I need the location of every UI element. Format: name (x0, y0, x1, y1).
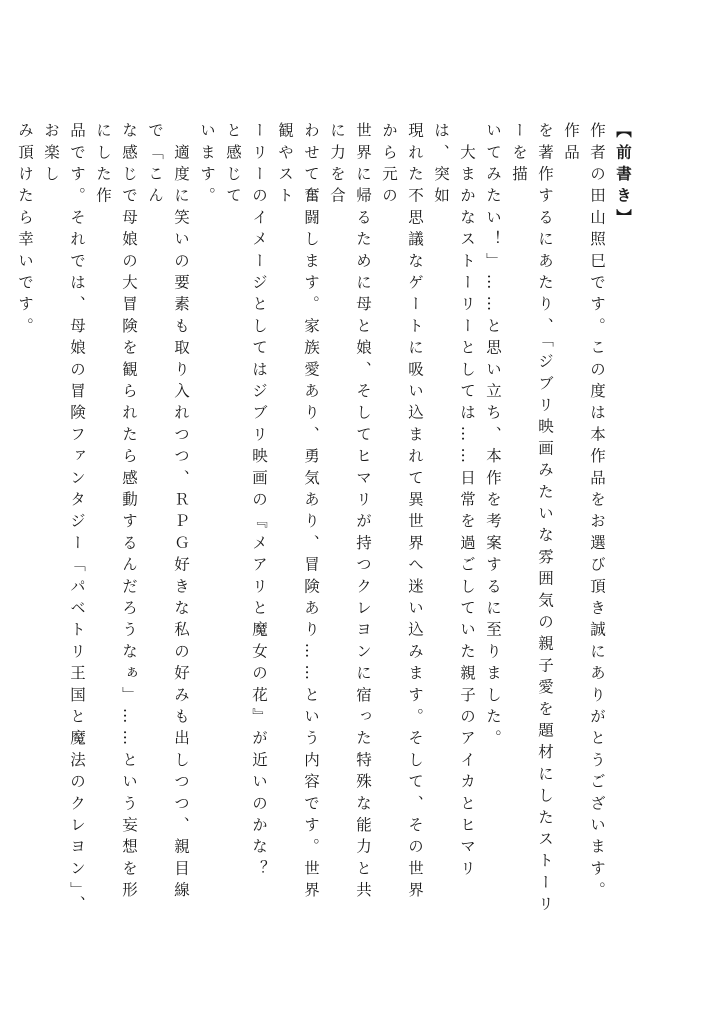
preface-line: いてみたい！」……と思い立ち、本作を考案するに至りました。 (484, 122, 502, 752)
preface-line: な感じで母娘の大冒険を観られたら感動するんだろうなぁ」……という妄想を形にした作 (94, 122, 138, 904)
preface-line: います。 (198, 122, 216, 209)
preface-line: 適度に笑いの要素も取り入れつつ、ＲＰＧ好きな私の好みも出しつつ、親目線で「こん (146, 122, 190, 904)
preface-line: 現れた不思議なゲートに吸い込まれて異世界へ迷い込みます。そして、その世界から元の (380, 122, 424, 904)
preface-line: わせて奮闘します。家族愛あり、勇気あり、冒険あり……という内容です。世界観やスト (276, 122, 320, 904)
preface-line: み頂けたら幸いです。 (16, 122, 34, 339)
preface-line: を著作するにあたり、「ジブリ映画みたいな雰囲気の親子愛を題材にしたストーリーを描 (510, 122, 554, 918)
preface-line: 作者の田山照巳です。この度は本作品をお選び頂き誠にありがとうございます。作品 (562, 122, 606, 904)
preface-heading: 【前書き】 (614, 122, 633, 231)
preface-line: 世界に帰るために母と娘、そしてヒマリが持つクレヨンに宿った特殊な能力と共に力を合 (328, 122, 372, 904)
preface-line: 大まかなストーリーとしては……日常を過ごしていた親子のアイカとヒマリは、突如 (432, 122, 476, 882)
section-gap (0, 122, 12, 922)
preface-line: 品です。それでは、母娘の冒険ファンタジー「パベトリ王国と魔法のクレヨン」、お楽し (42, 122, 86, 918)
vertical-text-body (0, 122, 636, 922)
preface-line: ーリーのイメージとしてはジブリ映画の『メアリと魔女の花』が近いのかな？ と感じて (224, 122, 268, 904)
